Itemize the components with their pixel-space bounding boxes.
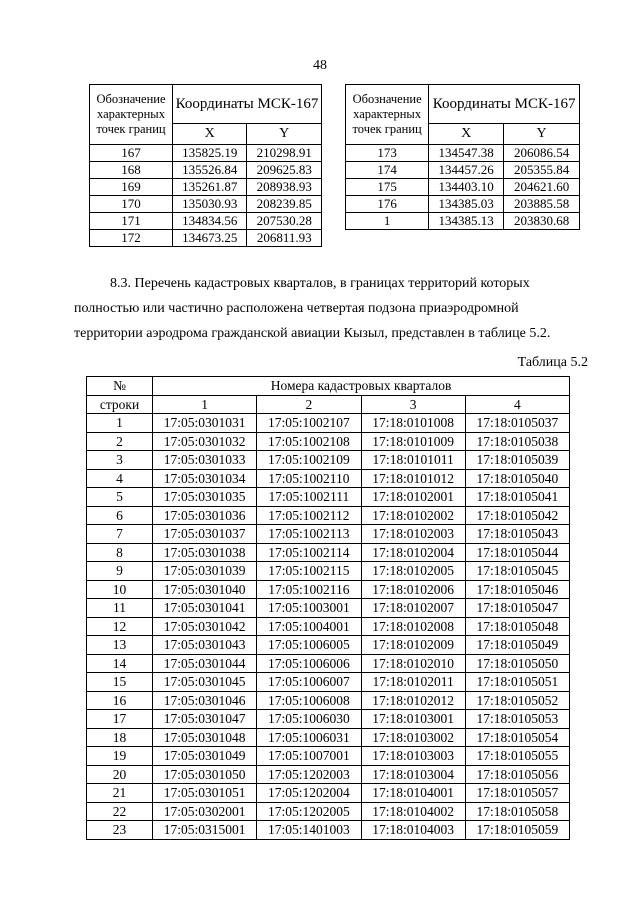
table-cell: 18 [87, 728, 153, 747]
table-cell: 17:18:0105054 [465, 728, 569, 747]
table-cell: 204621.60 [504, 179, 580, 196]
table-cell: 17:05:0301051 [153, 784, 257, 803]
header-group: Координаты МСК-167 [172, 85, 321, 124]
table-cell: 17:05:0301048 [153, 728, 257, 747]
table-row [87, 691, 570, 710]
table-cell: 205355.84 [504, 162, 580, 179]
column-number: 3 [361, 395, 465, 414]
header-num: № [87, 377, 153, 396]
table-cell: 17:18:0105058 [465, 802, 569, 821]
table-row [87, 784, 570, 803]
table-cell: 21 [87, 784, 153, 803]
column-y: Y [504, 124, 580, 145]
table-row [90, 196, 322, 213]
table-row [87, 414, 570, 433]
table-cell: 208239.85 [247, 196, 322, 213]
table-row [87, 432, 570, 451]
table-cell: 134385.03 [429, 196, 504, 213]
table-cell: 17:18:0105049 [465, 636, 569, 655]
table-cell: 203885.58 [504, 196, 580, 213]
table-cell: 17:18:0101011 [361, 451, 465, 470]
table-cell: 19 [87, 747, 153, 766]
table-cell: 17:18:0102010 [361, 654, 465, 673]
table-cell: 134547.38 [429, 145, 504, 162]
table-cell: 1 [87, 414, 153, 433]
table-cell: 17:18:0105059 [465, 821, 569, 840]
table-cell: 17:05:1006005 [257, 636, 361, 655]
column-number: 4 [465, 395, 569, 414]
column-x: X [429, 124, 504, 145]
table-cell: 208938.93 [247, 179, 322, 196]
table-cell: 170 [90, 196, 173, 213]
table-cell: 17:05:0302001 [153, 802, 257, 821]
table-row [87, 543, 570, 562]
table-cell: 17:05:1002113 [257, 525, 361, 544]
table-row [87, 636, 570, 655]
table-cell: 17:18:0103003 [361, 747, 465, 766]
table-row [346, 162, 580, 179]
cadastral-table [86, 376, 570, 840]
table-cell: 169 [90, 179, 173, 196]
table-cell: 8 [87, 543, 153, 562]
table-cell: 17:18:0105047 [465, 599, 569, 618]
table-cell: 15 [87, 673, 153, 692]
table-cell: 17:18:0105052 [465, 691, 569, 710]
table-cell: 17:18:0102008 [361, 617, 465, 636]
table-cell: 17:18:0102009 [361, 636, 465, 655]
table-row [87, 747, 570, 766]
paragraph-line-2 [74, 296, 588, 322]
table-cell: 174 [346, 162, 429, 179]
table-cell: 167 [90, 145, 173, 162]
table-cell: 134673.25 [172, 230, 247, 247]
table-cell: 173 [346, 145, 429, 162]
table-cell: 17:05:1006006 [257, 654, 361, 673]
table-cell: 17:18:0102006 [361, 580, 465, 599]
table-cell: 17:18:0105053 [465, 710, 569, 729]
header-row: строки [87, 395, 153, 414]
table-cell: 171 [90, 213, 173, 230]
table-cell: 17:18:0102005 [361, 562, 465, 581]
table-cell: 17:18:0104003 [361, 821, 465, 840]
table-cell: 207530.28 [247, 213, 322, 230]
table-cell: 14 [87, 654, 153, 673]
header-group: Координаты МСК-167 [429, 85, 580, 124]
table-cell: 17:18:0102001 [361, 488, 465, 507]
table-cell: 17:05:1002114 [257, 543, 361, 562]
table-cell: 20 [87, 765, 153, 784]
table-row [87, 821, 570, 840]
table-cell: 135261.87 [172, 179, 247, 196]
table-cell: 206086.54 [504, 145, 580, 162]
table-cell: 17:05:0301046 [153, 691, 257, 710]
column-number: 2 [257, 395, 361, 414]
table-cell: 168 [90, 162, 173, 179]
table-cell: 17 [87, 710, 153, 729]
table-cell: 17:05:0301035 [153, 488, 257, 507]
table-cell: 17:18:0105041 [465, 488, 569, 507]
table-cell: 17:05:0301032 [153, 432, 257, 451]
table-row [87, 673, 570, 692]
table-cell: 17:18:0101008 [361, 414, 465, 433]
table-cell: 172 [90, 230, 173, 247]
table-cell: 134403.10 [429, 179, 504, 196]
table-cell: 134834.56 [172, 213, 247, 230]
table-cell: 135526.84 [172, 162, 247, 179]
header-group: Номера кадастровых кварталов [153, 377, 570, 396]
coordinates-table-right [345, 84, 580, 230]
paragraph-text: 8.3. Перечень кадастровых кварталов, в границах территорий которых [110, 276, 530, 291]
table-cell: 17:18:0101009 [361, 432, 465, 451]
table-cell: 17:05:0301045 [153, 673, 257, 692]
table-cell: 17:18:0102007 [361, 599, 465, 618]
table-row [346, 213, 580, 230]
table-cell: 17:18:0105057 [465, 784, 569, 803]
table-cell: 17:05:0301044 [153, 654, 257, 673]
table-cell: 3 [87, 451, 153, 470]
table-cell: 17:18:0102011 [361, 673, 465, 692]
table-cell: 17:05:1006008 [257, 691, 361, 710]
table-cell: 17:05:0301036 [153, 506, 257, 525]
table-cell: 17:18:0105051 [465, 673, 569, 692]
table-cell: 23 [87, 821, 153, 840]
table-cell: 4 [87, 469, 153, 488]
table-cell: 135030.93 [172, 196, 247, 213]
page-number: 48 [313, 58, 327, 73]
table-cell: 206811.93 [247, 230, 322, 247]
table-cell: 11 [87, 599, 153, 618]
paragraph-text: полностью или частично расположена четвертая подзона приаэродромной [74, 301, 519, 316]
table-cell: 17:05:0301038 [153, 543, 257, 562]
table-cell: 17:05:1202003 [257, 765, 361, 784]
table-cell: 17:18:0102004 [361, 543, 465, 562]
table-cell: 17:05:1002115 [257, 562, 361, 581]
table-cell: 210298.91 [247, 145, 322, 162]
table-row [87, 765, 570, 784]
table-cell: 17:18:0105043 [465, 525, 569, 544]
table-cell: 17:05:1006007 [257, 673, 361, 692]
paragraph-line-3 [74, 321, 588, 347]
table-row [87, 654, 570, 673]
table-row [87, 728, 570, 747]
table-cell: 17:05:0301042 [153, 617, 257, 636]
coordinates-table-left [89, 84, 322, 247]
table-cell: 17:18:0101012 [361, 469, 465, 488]
table-row [87, 451, 570, 470]
table-cell: 17:05:1401003 [257, 821, 361, 840]
table-cell: 17:18:0103002 [361, 728, 465, 747]
paragraph-line-1 [74, 271, 588, 297]
header-label: Обозначение характерных точек границ [346, 85, 429, 145]
table-cell: 17:18:0105042 [465, 506, 569, 525]
table-cell: 17:18:0105046 [465, 580, 569, 599]
table-cell: 17:18:0105044 [465, 543, 569, 562]
table-cell: 176 [346, 196, 429, 213]
table-cell: 17:18:0103001 [361, 710, 465, 729]
table-cell: 10 [87, 580, 153, 599]
header-label: Обозначение характерных точек границ [90, 85, 173, 145]
table-row [90, 145, 322, 162]
table-row [87, 710, 570, 729]
table-row [346, 196, 580, 213]
table-cell: 17:05:0301050 [153, 765, 257, 784]
table-cell: 17:05:0301041 [153, 599, 257, 618]
table-row [90, 162, 322, 179]
table-row [87, 469, 570, 488]
table-cell: 17:18:0105045 [465, 562, 569, 581]
table-row [87, 506, 570, 525]
table-cell: 17:05:1002116 [257, 580, 361, 599]
table-cell: 17:05:0301034 [153, 469, 257, 488]
column-number: 1 [153, 395, 257, 414]
table-cell: 17:18:0104002 [361, 802, 465, 821]
table-cell: 17:05:1004001 [257, 617, 361, 636]
table-cell: 17:05:1002110 [257, 469, 361, 488]
table-cell: 17:05:1003001 [257, 599, 361, 618]
table-cell: 13 [87, 636, 153, 655]
table-cell: 17:05:1007001 [257, 747, 361, 766]
table-cell: 17:18:0103004 [361, 765, 465, 784]
table-cell: 17:18:0105048 [465, 617, 569, 636]
table-cell: 17:18:0105037 [465, 414, 569, 433]
table-cell: 5 [87, 488, 153, 507]
table-cell: 17:18:0105055 [465, 747, 569, 766]
table-cell: 17:18:0105039 [465, 451, 569, 470]
table-cell: 17:05:0301043 [153, 636, 257, 655]
table-cell: 12 [87, 617, 153, 636]
table-cell: 17:05:1006030 [257, 710, 361, 729]
table-row [87, 525, 570, 544]
table-row [90, 230, 322, 247]
table-cell: 7 [87, 525, 153, 544]
table-cell: 203830.68 [504, 213, 580, 230]
table-row [346, 179, 580, 196]
table-row [346, 145, 580, 162]
table-cell: 134457.26 [429, 162, 504, 179]
table-cell: 17:18:0105040 [465, 469, 569, 488]
table-cell: 17:05:1002107 [257, 414, 361, 433]
table-cell: 17:05:0301049 [153, 747, 257, 766]
table-cell: 17:05:1202004 [257, 784, 361, 803]
column-y: Y [247, 124, 322, 145]
table-row [87, 580, 570, 599]
table-cell: 17:05:1002109 [257, 451, 361, 470]
table-cell: 17:05:1006031 [257, 728, 361, 747]
table-caption: Таблица 5.2 [517, 355, 588, 370]
table-row [90, 179, 322, 196]
table-cell: 17:05:1002108 [257, 432, 361, 451]
table-cell: 17:18:0105056 [465, 765, 569, 784]
column-x: X [172, 124, 247, 145]
table-cell: 2 [87, 432, 153, 451]
cadastral-table-body [87, 414, 570, 840]
table-cell: 16 [87, 691, 153, 710]
table-row [87, 599, 570, 618]
table-cell: 17:05:0301040 [153, 580, 257, 599]
table-cell: 6 [87, 506, 153, 525]
table-cell: 175 [346, 179, 429, 196]
table-cell: 17:18:0105038 [465, 432, 569, 451]
table-cell: 22 [87, 802, 153, 821]
table-row [87, 488, 570, 507]
table-cell: 17:05:1002111 [257, 488, 361, 507]
table-cell: 1 [346, 213, 429, 230]
table-cell: 17:18:0105050 [465, 654, 569, 673]
table-cell: 17:05:0301047 [153, 710, 257, 729]
paragraph-text: территории аэродрома гражданской авиации Кызыл, представлен в таблице 5.2. [74, 326, 551, 341]
table-cell: 17:05:1002112 [257, 506, 361, 525]
table-row [90, 213, 322, 230]
table-cell: 209625.83 [247, 162, 322, 179]
table-cell: 17:05:1202005 [257, 802, 361, 821]
table-cell: 135825.19 [172, 145, 247, 162]
table-cell: 17:18:0102002 [361, 506, 465, 525]
table-cell: 17:05:0301033 [153, 451, 257, 470]
table-cell: 9 [87, 562, 153, 581]
table-cell: 17:05:0301039 [153, 562, 257, 581]
table-cell: 17:05:0301037 [153, 525, 257, 544]
table-cell: 17:05:0315001 [153, 821, 257, 840]
table-cell: 134385.13 [429, 213, 504, 230]
table-row [87, 562, 570, 581]
table-row [87, 802, 570, 821]
table-cell: 17:18:0102003 [361, 525, 465, 544]
table-row [87, 617, 570, 636]
table-cell: 17:18:0104001 [361, 784, 465, 803]
table-cell: 17:05:0301031 [153, 414, 257, 433]
table-cell: 17:18:0102012 [361, 691, 465, 710]
